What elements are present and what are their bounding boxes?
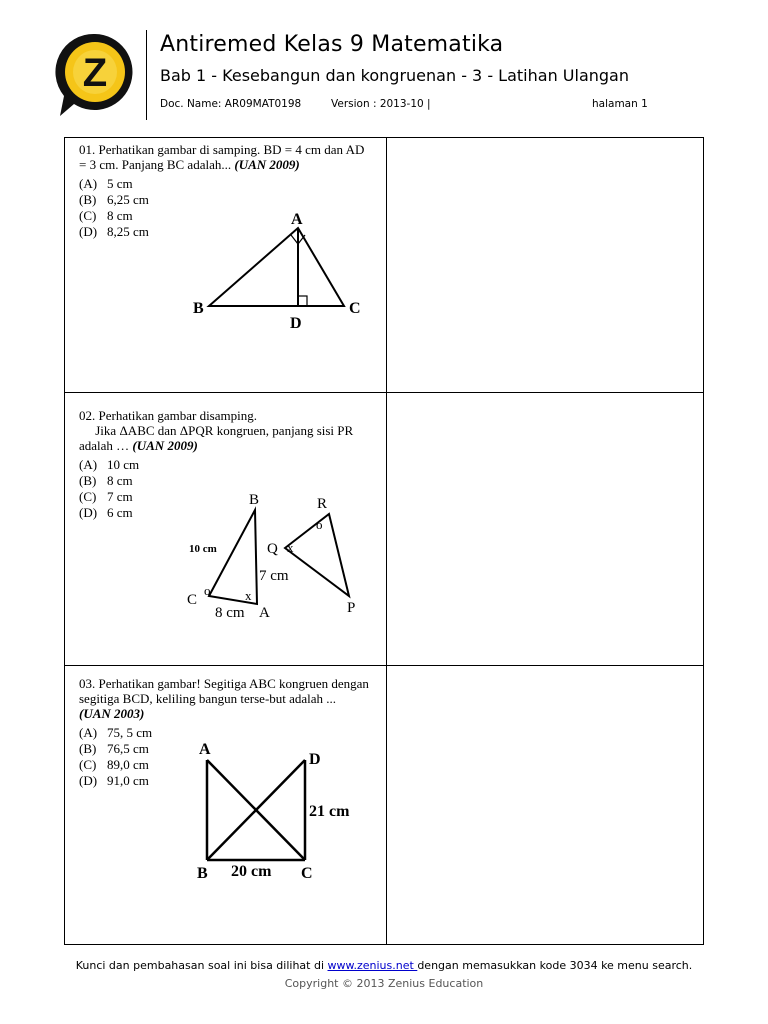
footer-note: Kunci dan pembahasan soal ini bisa dilihat di www.zenius.net dengan memasukkan kode 3034 ke menu search.	[75, 959, 693, 972]
question-1-stem: 01. Perhatikan gambar di samping. BD = 4 cm dan AD = 3 cm. Panjang BC adalah... (UAN 2009)	[79, 142, 365, 172]
option-b: (B) 76,5 cm	[79, 741, 149, 756]
doc-name: Doc. Name: AR09MAT0198	[160, 98, 302, 110]
column-divider	[386, 138, 387, 944]
label-a: A	[291, 211, 303, 228]
option-a: (A) 5 cm	[79, 176, 133, 191]
option-a: (A) 75, 5 cm	[79, 725, 153, 740]
angle-o-r: o	[316, 517, 323, 532]
label-b: B	[197, 865, 208, 882]
angle-x-a: x	[245, 588, 252, 603]
label-c: C	[301, 865, 313, 882]
option-b: (B) 6,25 cm	[79, 192, 149, 207]
zenius-logo	[52, 30, 138, 120]
page-number: halaman 1	[592, 98, 648, 110]
label-r: R	[317, 496, 328, 512]
option-d: (D) 8,25 cm	[79, 224, 149, 239]
option-c: (C) 7 cm	[79, 489, 133, 504]
angle-o-c: o	[204, 583, 211, 598]
angle-x-q: x	[287, 540, 294, 555]
option-c: (C) 89,0 cm	[79, 757, 149, 772]
label-length-bc: 10 cm	[189, 543, 217, 555]
question-grid	[64, 137, 704, 945]
label-q: Q	[267, 541, 278, 557]
option-a: (A) 10 cm	[79, 457, 140, 472]
label-b: B	[249, 492, 260, 508]
label-length-cd: 21 cm	[309, 803, 350, 820]
question-3-stem: 03. Perhatikan gambar! Segitiga ABC kongruen dengan segitiga BCD, keliling bangun terse-but adalah ... (UAN 2003)	[79, 676, 369, 721]
option-c: (C) 8 cm	[79, 208, 133, 223]
figure-3-shape	[191, 736, 371, 886]
row-divider	[65, 392, 703, 393]
figure-1-triangle	[185, 204, 375, 334]
zenius-link[interactable]: www.zenius.net	[327, 959, 418, 972]
label-p: P	[347, 600, 356, 616]
footer-copyright: Copyright © 2013 Zenius Education	[284, 977, 484, 990]
row-divider	[65, 665, 703, 666]
question-2-stem: 02. Perhatikan gambar disamping. Jika ΔABC dan ΔPQR kongruen, panjang sisi PR adalah … (UAN 2009)	[79, 408, 354, 453]
label-d: D	[290, 315, 302, 332]
header-divider	[146, 30, 147, 120]
option-d: (D) 6 cm	[79, 505, 133, 520]
logo-letter: Z	[82, 51, 108, 95]
label-length-ca: 8 cm	[215, 605, 245, 621]
label-a: A	[199, 741, 211, 758]
doc-version: Version : 2013-10 |	[331, 98, 431, 110]
label-length-ab: 7 cm	[259, 568, 289, 584]
option-b: (B) 8 cm	[79, 473, 133, 488]
label-b: B	[193, 300, 204, 317]
option-d: (D) 91,0 cm	[79, 773, 149, 788]
label-d: D	[309, 751, 321, 768]
page-subtitle: Bab 1 - Kesebangun dan kongruenan - 3 - Latihan Ulangan	[160, 66, 629, 85]
page-title: Antiremed Kelas 9 Matematika	[160, 32, 504, 57]
label-a: A	[259, 605, 270, 621]
figure-2-triangles	[183, 486, 383, 626]
label-length-bc: 20 cm	[231, 863, 272, 880]
label-c: C	[187, 592, 198, 608]
label-c: C	[349, 300, 361, 317]
